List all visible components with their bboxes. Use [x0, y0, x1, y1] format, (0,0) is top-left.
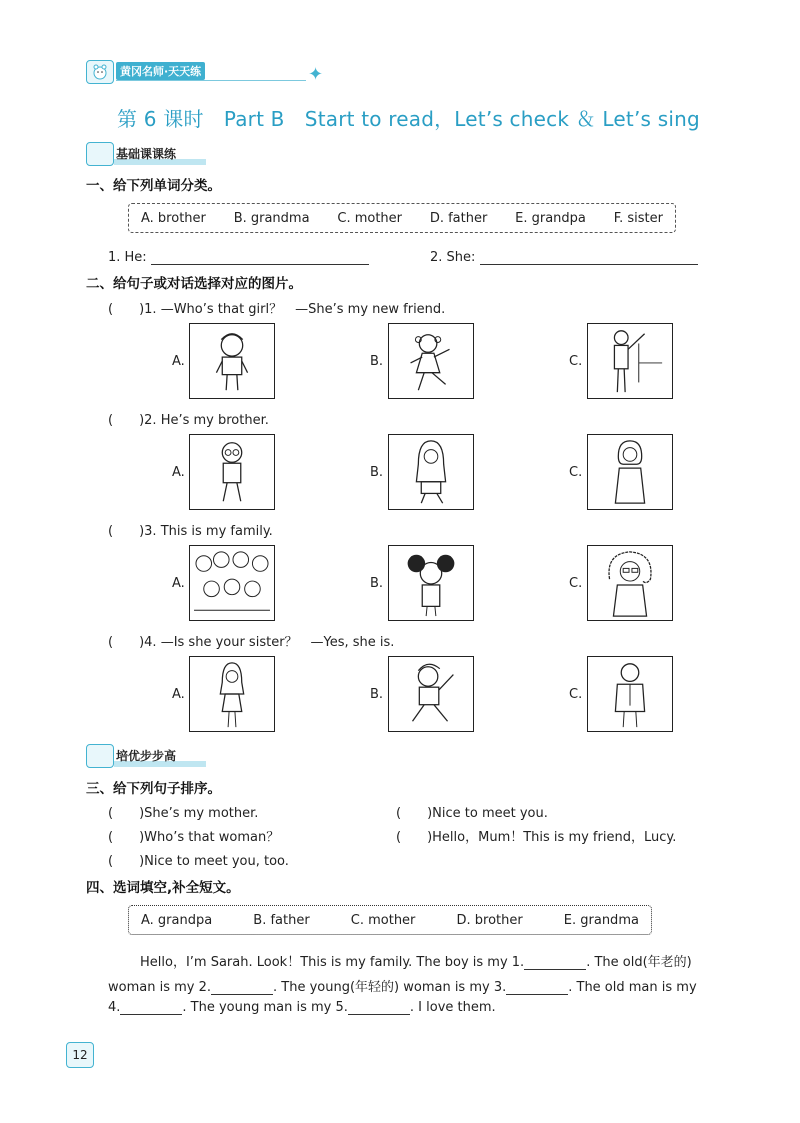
sentence-text: Nice to meet you, too. [144, 854, 289, 869]
word-option: C. mother [337, 210, 403, 226]
passage-text: 4. [108, 1000, 121, 1015]
picture-family-group[interactable] [189, 545, 275, 621]
q2-item-3 [108, 520, 273, 539]
picture-dancing-girl[interactable] [388, 323, 474, 399]
bear-logo-icon [86, 60, 114, 84]
he-label: 1. He: [108, 250, 147, 265]
star-icon: ✦ [308, 64, 324, 85]
option-label: B. [370, 465, 384, 480]
word-option: D. brother [456, 912, 523, 928]
picture-man-suit[interactable] [587, 656, 673, 732]
option-label: A. [172, 465, 185, 480]
q4-heading: 四、选词填空,补全短文。 [86, 880, 240, 896]
word-option: E. grandpa [515, 210, 586, 226]
word-option: B. father [253, 912, 310, 928]
section-label: 基础课课练 [116, 147, 177, 161]
option-label: A. [172, 354, 185, 369]
page-title: 第 6 课时 Part B Start to read，Let’s check ＆ Let’s sing [117, 107, 700, 131]
picture-boy[interactable] [189, 323, 275, 399]
passage-text: . The old(年老的) [586, 955, 692, 970]
q3-sentence [108, 850, 289, 869]
q2-heading: 二、给句子或对话选择对应的图片。 [86, 276, 302, 292]
blank-5[interactable] [348, 1000, 410, 1015]
picture-girl-standing[interactable] [189, 656, 275, 732]
sentence-text: Nice to meet you. [432, 806, 548, 821]
brand-text: 黄冈名师·天天练 [116, 62, 205, 80]
brand-divider [116, 80, 306, 81]
picture-grandma[interactable] [587, 545, 673, 621]
question-text: 2. He’s my brother. [144, 413, 269, 428]
page-number: 12 [66, 1042, 94, 1068]
passage-text: Hello，I’m Sarah. Look！This is my family. The boy is my 1. [140, 955, 525, 970]
q3-sentence [108, 826, 279, 845]
question-text: 1. —Who’s that girl？ —She’s my new friend. [144, 302, 446, 317]
sentence-text: She’s my mother. [144, 806, 259, 821]
option-label: C. [569, 687, 583, 702]
passage-line-3 [108, 1000, 496, 1015]
section-label: 培优步步高 [116, 749, 177, 763]
bear-icon [86, 142, 114, 166]
answer-paren[interactable]: ( ) [108, 635, 145, 650]
option-label: A. [172, 687, 185, 702]
q2-item-4 [108, 631, 394, 650]
picture-girl-curly-hair[interactable] [388, 545, 474, 621]
word-option: E. grandma [563, 912, 639, 928]
she-label: 2. She: [430, 250, 476, 265]
word-option: C. mother [350, 912, 416, 928]
section-banner-advanced [86, 744, 216, 768]
option-label: C. [569, 465, 583, 480]
answer-paren[interactable]: ( ) [108, 524, 145, 539]
picture-woman[interactable] [587, 434, 673, 510]
she-answer-blank[interactable] [480, 250, 698, 265]
section-banner-basic [86, 142, 216, 166]
blank-4[interactable] [120, 1000, 182, 1015]
he-answer-blank[interactable] [151, 250, 369, 265]
q1-heading: 一、给下列单词分类。 [86, 178, 221, 194]
word-option: A. brother [141, 210, 206, 226]
q1-she-row [430, 250, 698, 265]
answer-paren[interactable]: ( ) [108, 302, 145, 317]
q3-heading: 三、给下列句子排序。 [86, 781, 221, 797]
passage-line-2 [108, 976, 697, 995]
answer-paren[interactable]: ( ) [396, 806, 433, 821]
sentence-text: Hello，Mum！This is my friend，Lucy. [432, 830, 677, 845]
passage-text: . I love them. [409, 1000, 496, 1015]
picture-girl-long-hair[interactable] [388, 434, 474, 510]
brand-header [86, 56, 324, 86]
blank-3[interactable] [506, 980, 568, 995]
question-text: 4. —Is she your sister？ —Yes, she is. [144, 635, 395, 650]
word-option: A. grandpa [141, 912, 213, 928]
option-label: A. [172, 576, 185, 591]
passage-line-1 [140, 951, 692, 970]
question-text: 3. This is my family. [144, 524, 273, 539]
option-label: B. [370, 354, 384, 369]
q3-sentence [396, 802, 548, 821]
bear-icon [86, 744, 114, 768]
q2-item-2 [108, 409, 269, 428]
answer-paren[interactable]: ( ) [396, 830, 433, 845]
word-option: B. grandma [233, 210, 310, 226]
passage-text: . The young man is my 5. [182, 1000, 348, 1015]
q4-word-box [128, 905, 652, 935]
q1-he-row [108, 250, 369, 265]
answer-paren[interactable]: ( ) [108, 854, 145, 869]
answer-paren[interactable]: ( ) [108, 413, 145, 428]
passage-text: . The young(年轻的) woman is my 3. [273, 980, 507, 995]
option-label: B. [370, 687, 384, 702]
blank-1[interactable] [524, 955, 586, 970]
option-label: B. [370, 576, 384, 591]
sentence-text: Who’s that woman？ [144, 830, 280, 845]
option-label: C. [569, 354, 583, 369]
picture-boy-waving[interactable] [388, 656, 474, 732]
blank-2[interactable] [211, 980, 273, 995]
q2-item-1 [108, 298, 445, 317]
picture-boy-glasses[interactable] [189, 434, 275, 510]
word-option: F. sister [613, 210, 663, 226]
passage-text: . The old man is my [568, 980, 697, 995]
q1-word-box [128, 203, 676, 233]
word-option: D. father [429, 210, 488, 226]
q3-sentence [396, 826, 676, 845]
q3-sentence [108, 802, 258, 821]
answer-paren[interactable]: ( ) [108, 806, 145, 821]
option-label: C. [569, 576, 583, 591]
picture-teacher[interactable] [587, 323, 673, 399]
answer-paren[interactable]: ( ) [108, 830, 145, 845]
passage-text: woman is my 2. [108, 980, 211, 995]
